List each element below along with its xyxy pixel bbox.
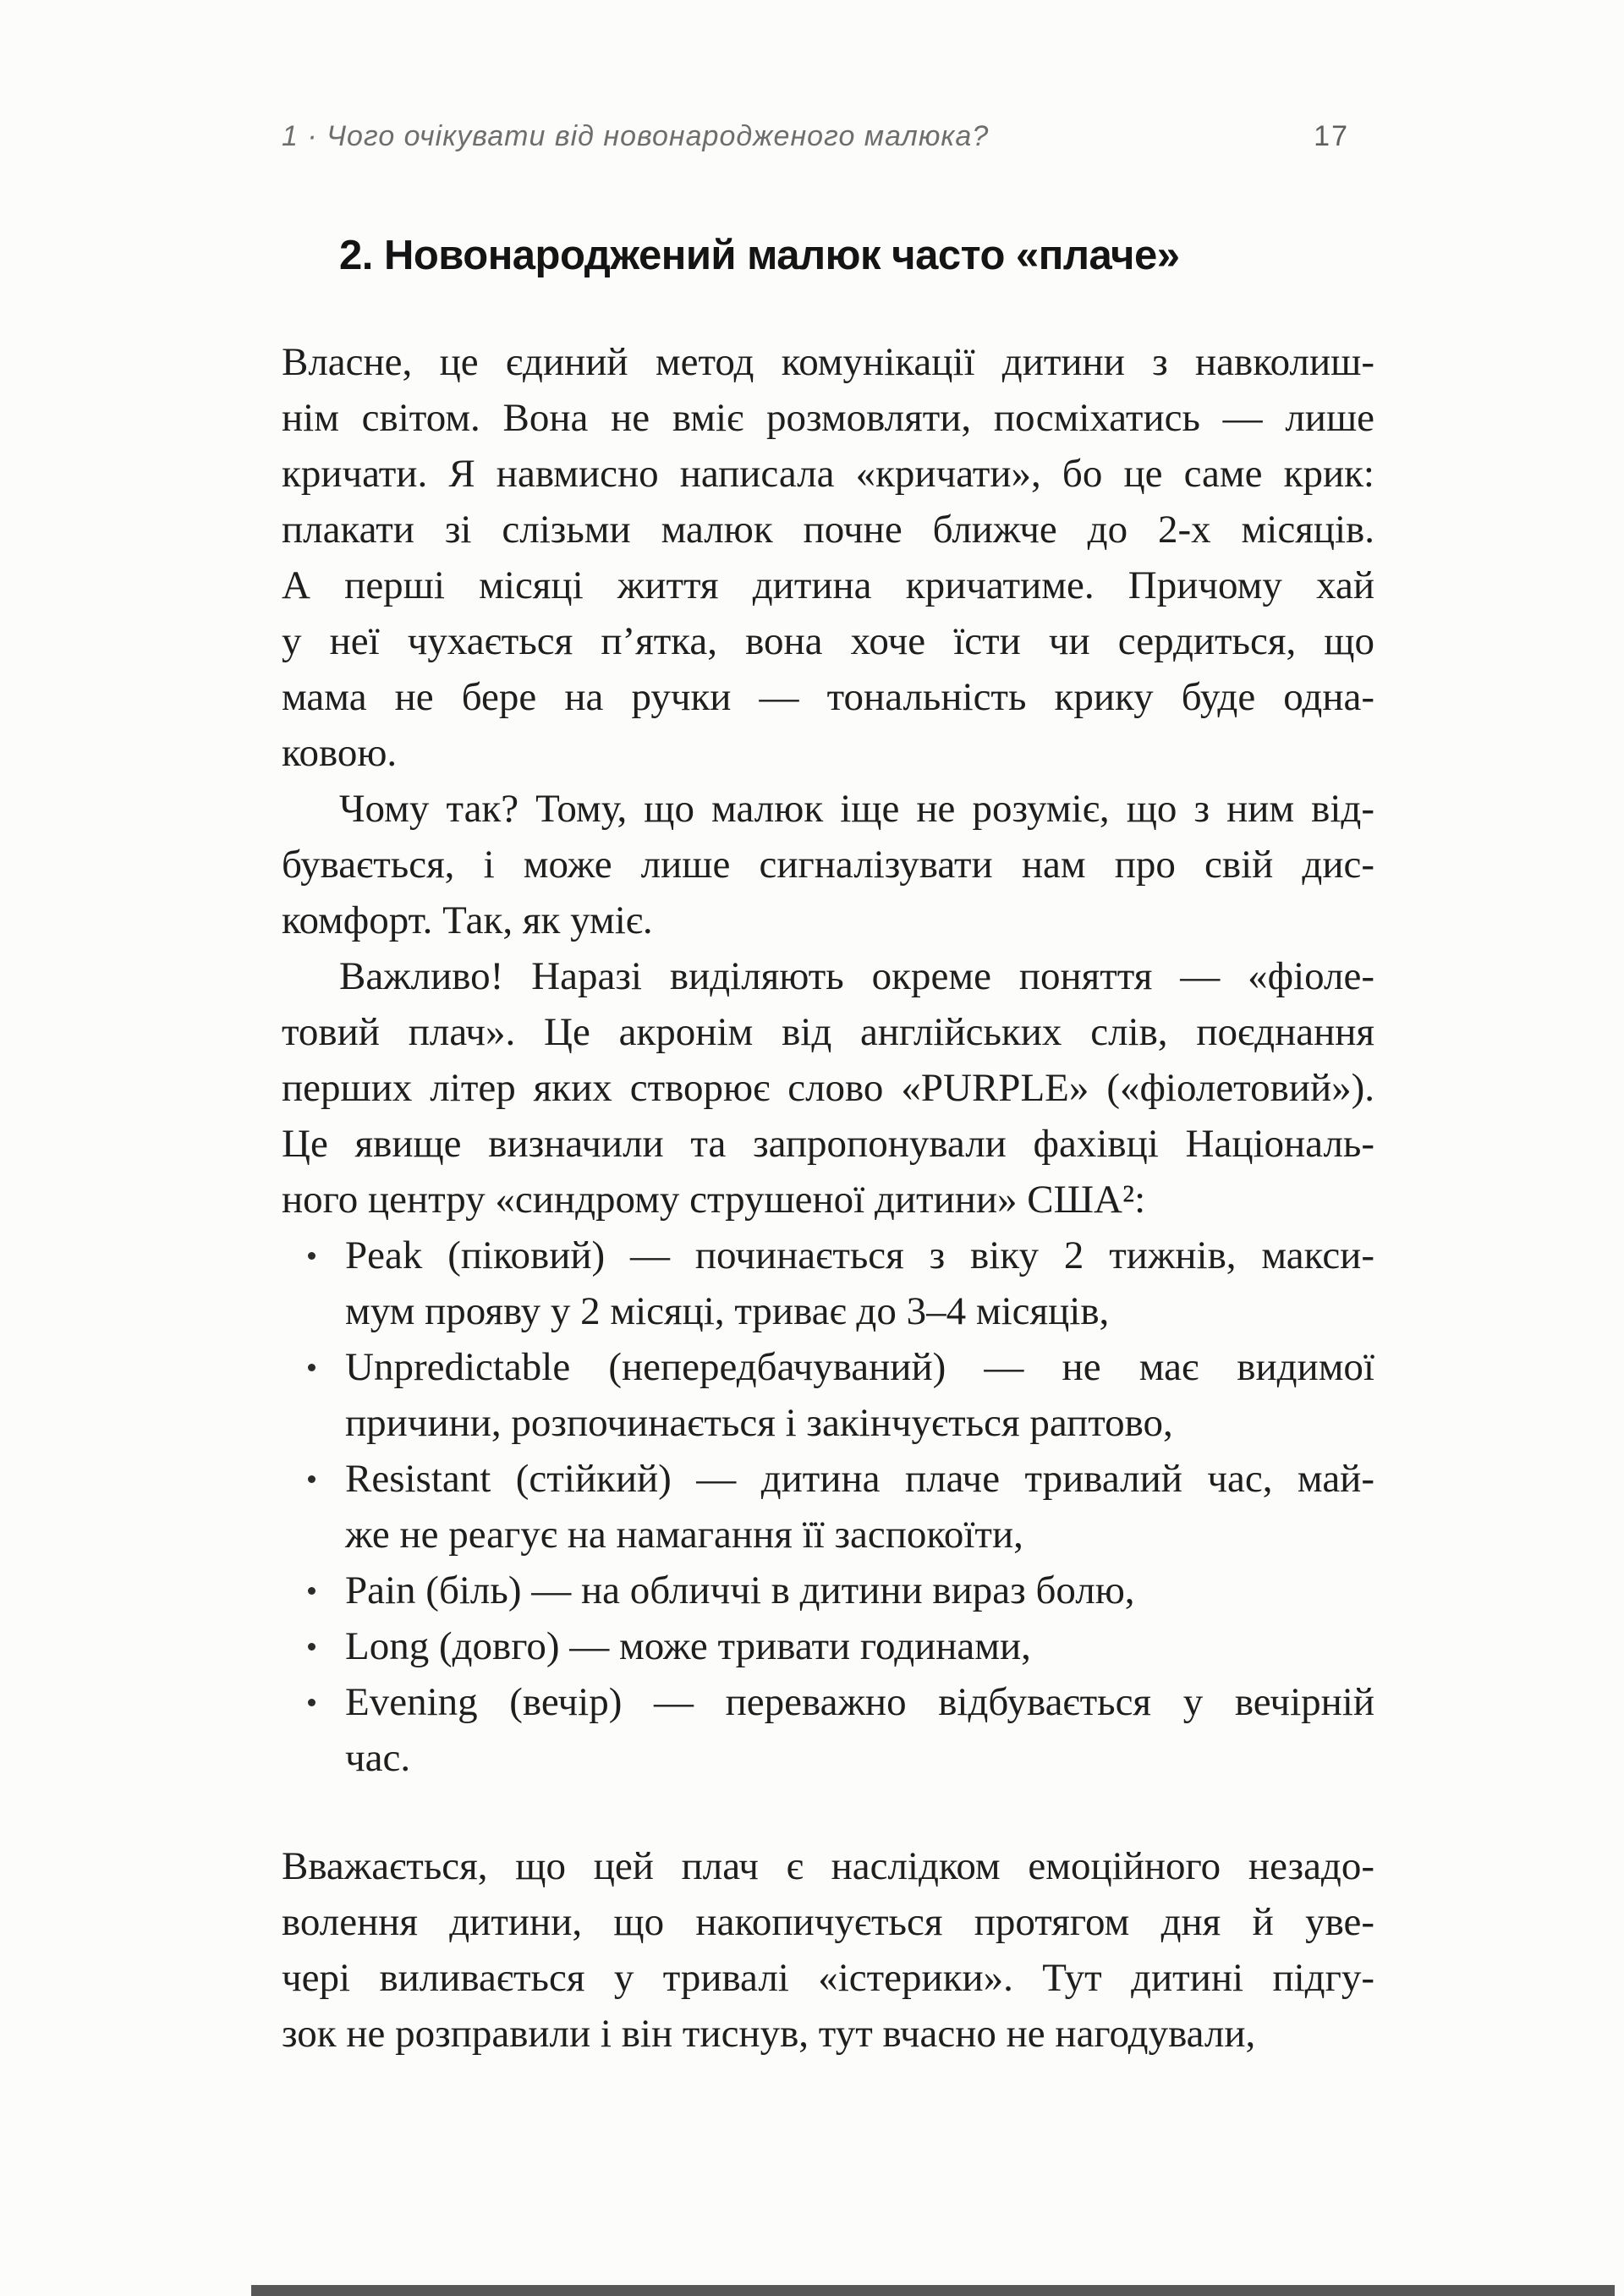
text-line: Resistant (стійкий) — дитина плаче тривалий час, май- [345, 1457, 1374, 1501]
bullet-marker [308, 1587, 315, 1595]
running-title: 1 · Чого очікувати від новонародженого малюка? [282, 120, 990, 152]
bullet-marker [308, 1252, 315, 1260]
bullet-marker [308, 1475, 315, 1483]
text-line: Важливо! Наразі виділяють окреме поняття — «фіоле- [339, 954, 1374, 998]
text-line: ковою. [282, 731, 398, 775]
text-line: зок не розправили і він тиснув, тут вчасно не нагодували, [282, 2012, 1256, 2056]
bullet-item [282, 1228, 1374, 1339]
text-line: Це явище визначили та запропонували фахівці Національ- [282, 1122, 1374, 1166]
text-line: чері виливається у тривалі «істерики». Тут дитині підгу- [282, 1956, 1374, 2000]
running-head [282, 120, 1374, 153]
bullet-item [282, 1674, 1374, 1786]
text-line: комфорт. Так, як уміє. [282, 898, 653, 942]
text-line: Власне, це єдиний метод комунікації дитини з навколиш- [282, 340, 1374, 384]
text-line: кричати. Я навмисно написала «кричати», бо це саме крик: [282, 452, 1374, 496]
bullet-marker [308, 1643, 315, 1651]
text-line: А перші місяці життя дитина кричатиме. Причому хай [282, 563, 1374, 607]
text-line: мум прояву у 2 місяці, триває до 3–4 місяців, [345, 1289, 1110, 1333]
bullet-item [282, 1339, 1374, 1451]
text-line: перших літер яких створює слово «PURPLE» («фіолетовий»). [282, 1066, 1374, 1110]
paragraph [282, 334, 1374, 781]
paragraph [282, 948, 1374, 1228]
page-content [282, 230, 1374, 2062]
text-line: товий плач». Це акронім від англійських слів, поєднання [282, 1010, 1374, 1054]
bullet-list [282, 1228, 1374, 1786]
bullet-item [282, 1618, 1374, 1674]
text-line: плакати зі слізьми малюк почне ближче до 2-х місяців. [282, 508, 1374, 552]
bullet-item [282, 1563, 1374, 1618]
text-line: же не реагує на намагання її заспокоїти, [345, 1513, 1023, 1557]
text-line: мама не бере на ручки — тональність крику буде одна- [282, 675, 1374, 719]
text-line: Long (довго) — може тривати годинами, [345, 1624, 1031, 1668]
text-line: Peak (піковий) — починається з віку 2 тижнів, макси- [345, 1233, 1374, 1277]
text-line: Unpredictable (непередбачуваний) — не має видимої [345, 1345, 1374, 1389]
bullet-item [282, 1451, 1374, 1563]
text-line: бувається, і може лише сигналізувати нам про свій дис- [282, 843, 1374, 887]
bullet-marker [308, 1699, 315, 1706]
text-line: волення дитини, що накопичується протягом дня й уве- [282, 1900, 1374, 1944]
text-line: причини, розпочинається і закінчується раптово, [345, 1401, 1173, 1445]
paragraph [282, 781, 1374, 948]
bullet-marker [308, 1364, 315, 1371]
text-line: у неї чухається п’ятка, вона хоче їсти чи сердиться, що [282, 619, 1374, 663]
text-line: Чому так? Тому, що малюк іще не розуміє, що з ним від- [339, 787, 1374, 831]
page-number: 17 [1314, 120, 1349, 152]
text-line: ного центру «синдрому струшеної дитини» США²: [282, 1178, 1146, 1222]
bottom-edge-bar [251, 2285, 1615, 2296]
text-line: нім світом. Вона не вміє розмовляти, посміхатись — лише [282, 396, 1374, 440]
text-line: Evening (вечір) — переважно відбувається у вечірній [345, 1680, 1374, 1724]
section-heading: 2. Новонароджений малюк часто «плаче» [339, 233, 1180, 278]
text-line: Вважається, що цей плач є наслідком емоційного незадо- [282, 1844, 1374, 1888]
paragraph [282, 1838, 1374, 2062]
text-line: Pain (біль) — на обличчі в дитини вираз болю, [345, 1568, 1135, 1612]
text-line: час. [345, 1736, 411, 1780]
